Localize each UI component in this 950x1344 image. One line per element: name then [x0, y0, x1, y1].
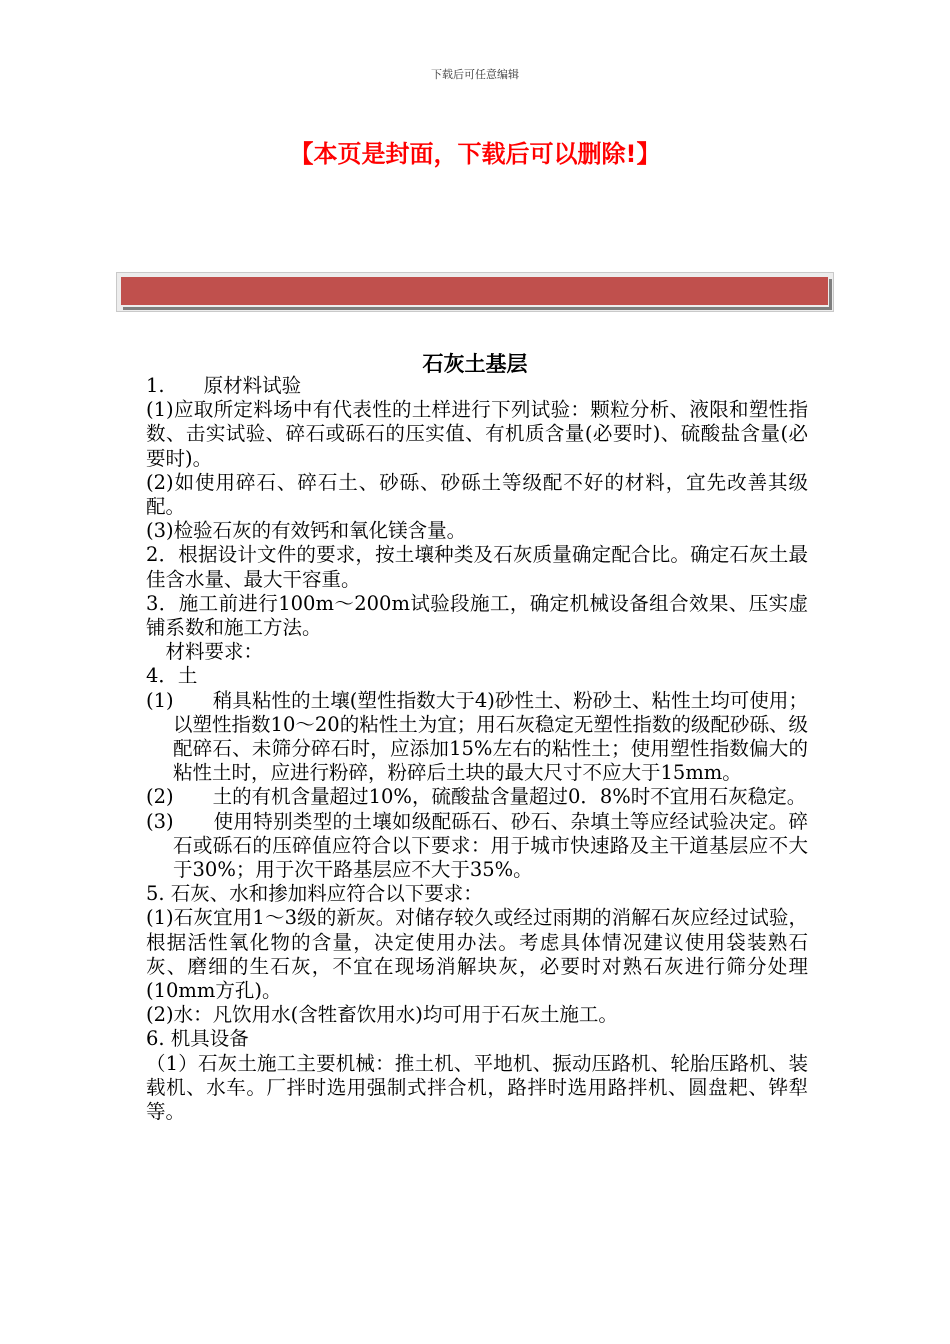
decorative-banner [116, 272, 834, 312]
paragraph: (1)应取所定料场中有代表性的土样进行下列试验：颗粒分析、液限和塑性指数、击实试验、碎石或砾石的压实值、有机质含量(必要时)、硫酸盐含量(必要时)。 [146, 398, 808, 470]
paragraph: 材料要求： [146, 640, 264, 664]
banner-fill [121, 277, 828, 305]
paragraph: 1. 原材料试验 [146, 374, 302, 397]
header-note: 下载后可任意编辑 [431, 68, 519, 81]
cover-note: 【本页是封面，下载后可以删除!】 [289, 140, 661, 168]
paragraph: (3)检验石灰的有效钙和氧化镁含量。 [146, 519, 467, 543]
paragraph: (1) 稍具粘性的土壤(塑性指数大于4)砂性土、粉砂土、粘性土均可使用；以塑性指数10～20的粘性土为宜；用石灰稳定无塑性指数的级配砂砾、级配碎石、未筛分碎石时，应添加15%左右的粘性土；使用塑性指数偏大的粘性土时，应进行粉碎，粉碎后土块的最大尺寸不应大于15mm。 [146, 688, 808, 785]
paragraph: （1）石灰土施工主要机械：推土机、平地机、振动压路机、轮胎压路机、装载机、水车。厂拌时选用强制式拌合机，路拌时选用路拌机、圆盘耙、铧犁等。 [146, 1051, 808, 1124]
paragraph: (2)水：凡饮用水(含牲畜饮用水)均可用于石灰土施工。 [146, 1003, 618, 1027]
paragraph: (2) 土的有机含量超过10%，硫酸盐含量超过0．8%时不宜用石灰稳定。 [146, 785, 807, 809]
paragraph: (1)石灰宜用1～3级的新灰。对储存较久或经过雨期的消解石灰应经过试验，根据活性氧化物的含量，决定使用办法。考虑具体情况建议使用袋装熟石灰、磨细的生石灰，不宜在现场消解块灰，必要时对熟石灰进行筛分处理(10mm方孔)。 [146, 906, 808, 1003]
banner-shadow-bottom [123, 307, 832, 310]
paragraph: 5. 石灰、水和掺加料应符合以下要求： [146, 882, 483, 906]
paragraph: 2．根据设计文件的要求，按土壤种类及石灰质量确定配合比。确定石灰土最佳含水量、最大干容重。 [146, 543, 808, 591]
banner-shadow-right [829, 279, 832, 309]
paragraph: (2)如使用碎石、碎石土、砂砾、砂砾土等级配不好的材料，宜先改善其级配。 [146, 470, 808, 519]
paragraph: 6. 机具设备 [146, 1027, 249, 1051]
paragraph: 4．土 [146, 664, 198, 688]
paragraph: 3．施工前进行100m～200m试验段施工，确定机械设备组合效果、压实虚铺系数和施工方法。 [146, 591, 808, 640]
paragraph: (3) 使用特别类型的土壤如级配砾石、砂石、杂填土等应经试验决定。碎石或砾石的压碎值应符合以下要求：用于城市快速路及主干道基层应不大于30%；用于次干路基层应不大于35%。 [146, 809, 808, 882]
document-title: 石灰土基层 [422, 352, 528, 376]
document-body [146, 374, 808, 1124]
